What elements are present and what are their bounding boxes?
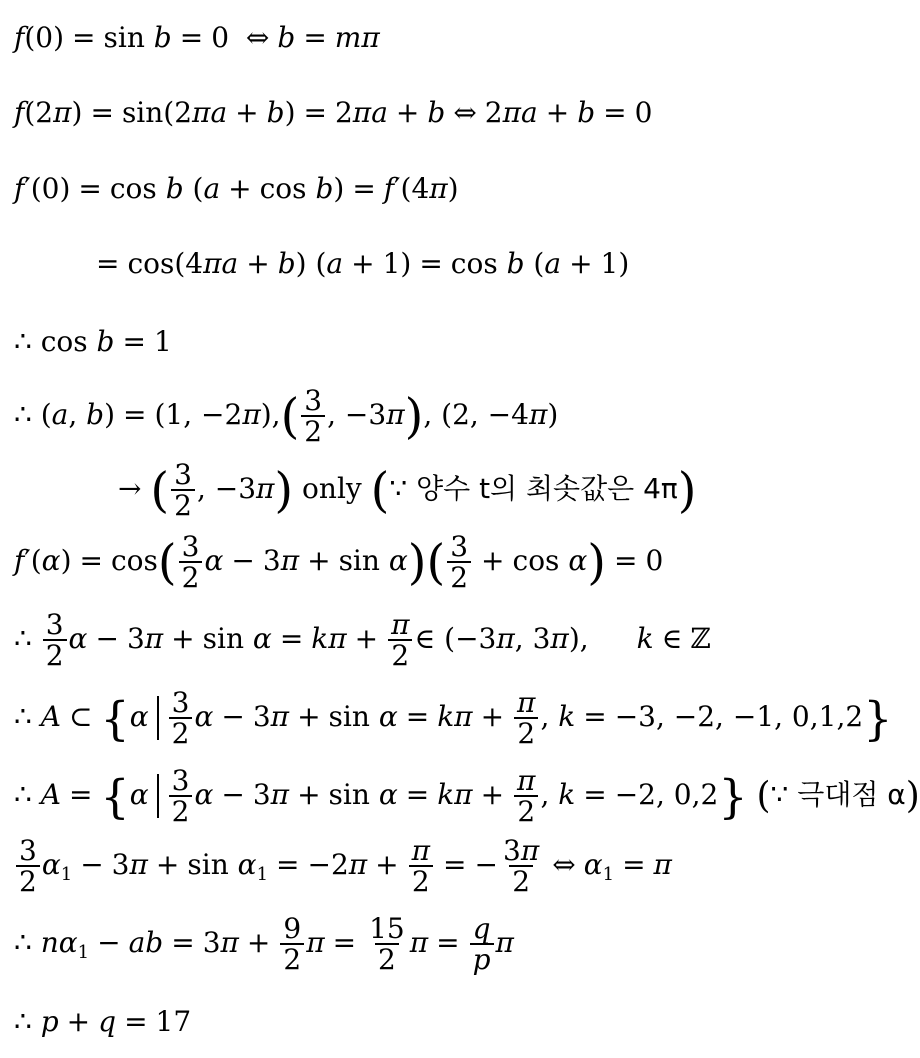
fraction: $\frac{3\pi}{2}$ — [502, 834, 540, 899]
fraction: $\frac{3}{2}$ — [179, 532, 203, 593]
equation-line-14: ∴ p + q = 17 — [14, 1005, 192, 1038]
fraction: $\frac{3}{2}$ — [16, 836, 40, 897]
equation-line-10: ∴ A ⊂ {α $\frac{3}{2}$ α − 3π + sin α = kπ + $\frac{\pi}{2}$ , k = −3, −2, −1, 0,1,2} — [14, 686, 893, 751]
reason-text-2: 극대점 α — [797, 777, 906, 811]
equation-line-12: $\frac{3}{2}$ $\alpha_1 - 3\pi + \sin \alpha_1 = -2\pi$ + $\frac{\pi}{2}$ = − $\frac{3\pi}{2}$ ⇔ $\alpha_1 = \pi$ — [14, 836, 672, 897]
fraction: $\frac{3}{2}$ — [301, 386, 325, 447]
equation-line-5: ∴ cos b = 1 — [14, 325, 172, 358]
fraction: $\frac{3}{2}$ — [171, 460, 195, 521]
equation-line-1: f(0) = sin b = 0 ⇔ b = mπ — [14, 21, 380, 54]
equation-line-7: → ( $\frac{3}{2}$ , −3π) only (∵ 양수 t의 최솟값은 4π) — [118, 458, 697, 523]
fraction: $\frac{\pi}{2}$ — [388, 610, 412, 671]
fraction: $\frac{3}{2}$ — [43, 610, 67, 671]
equation-line-8: f′(α) = cos( $\frac{3}{2}$ α − 3π + sin α)( $\frac{3}{2}$ + cos α) = 0 — [14, 530, 664, 595]
fraction: $\frac{3}{2}$ — [169, 766, 193, 827]
fraction: $\frac{\pi}{2}$ — [514, 766, 538, 827]
fraction: $\frac{15}{2}$ — [369, 912, 405, 977]
equation-line-2: f(2π) = sin(2πa + b) = 2πa + b ⇔ 2πa + b = 0 — [14, 96, 653, 129]
equation-line-9: ∴ $\frac{3}{2}$ α − 3π + sin α = kπ + $\frac{\pi}{2}$ ∈ (−3π, 3π), k ∈ ℤ — [14, 608, 711, 673]
fraction: $\frac{9}{2}$ — [280, 914, 304, 975]
reason-text-1: 양수 t의 최솟값은 4π — [416, 471, 678, 505]
equation-line-3: f′(0) = cos b (a + cos b) = f′(4π) — [14, 172, 459, 205]
equation-line-11: ∴ A = {α $\frac{3}{2}$ α − 3π + sin α = kπ + $\frac{\pi}{2}$ , k = −2, 0,2} (∵ 극대점 α) — [14, 764, 920, 829]
equation-line-4: = cos(4πa + b) (a + 1) = cos b (a + 1) — [96, 247, 630, 280]
fraction: $\frac{\pi}{2}$ — [514, 688, 538, 749]
fraction: $\frac{3}{2}$ — [447, 532, 471, 593]
equation-line-6: ∴ (a, b) = (1, −2π),( $\frac{3}{2}$ , −3π), (2, −4π) — [14, 384, 559, 449]
equation-line-13: ∴ $n\alpha_1$ − ab = 3π + $\frac{9}{2}$ π = $\frac{15}{2}$ π = $\frac{q}{p}$ π — [14, 912, 514, 977]
fraction: $\frac{q}{p}$ — [470, 914, 494, 975]
fraction: $\frac{\pi}{2}$ — [409, 836, 433, 897]
fraction: $\frac{3}{2}$ — [169, 688, 193, 749]
